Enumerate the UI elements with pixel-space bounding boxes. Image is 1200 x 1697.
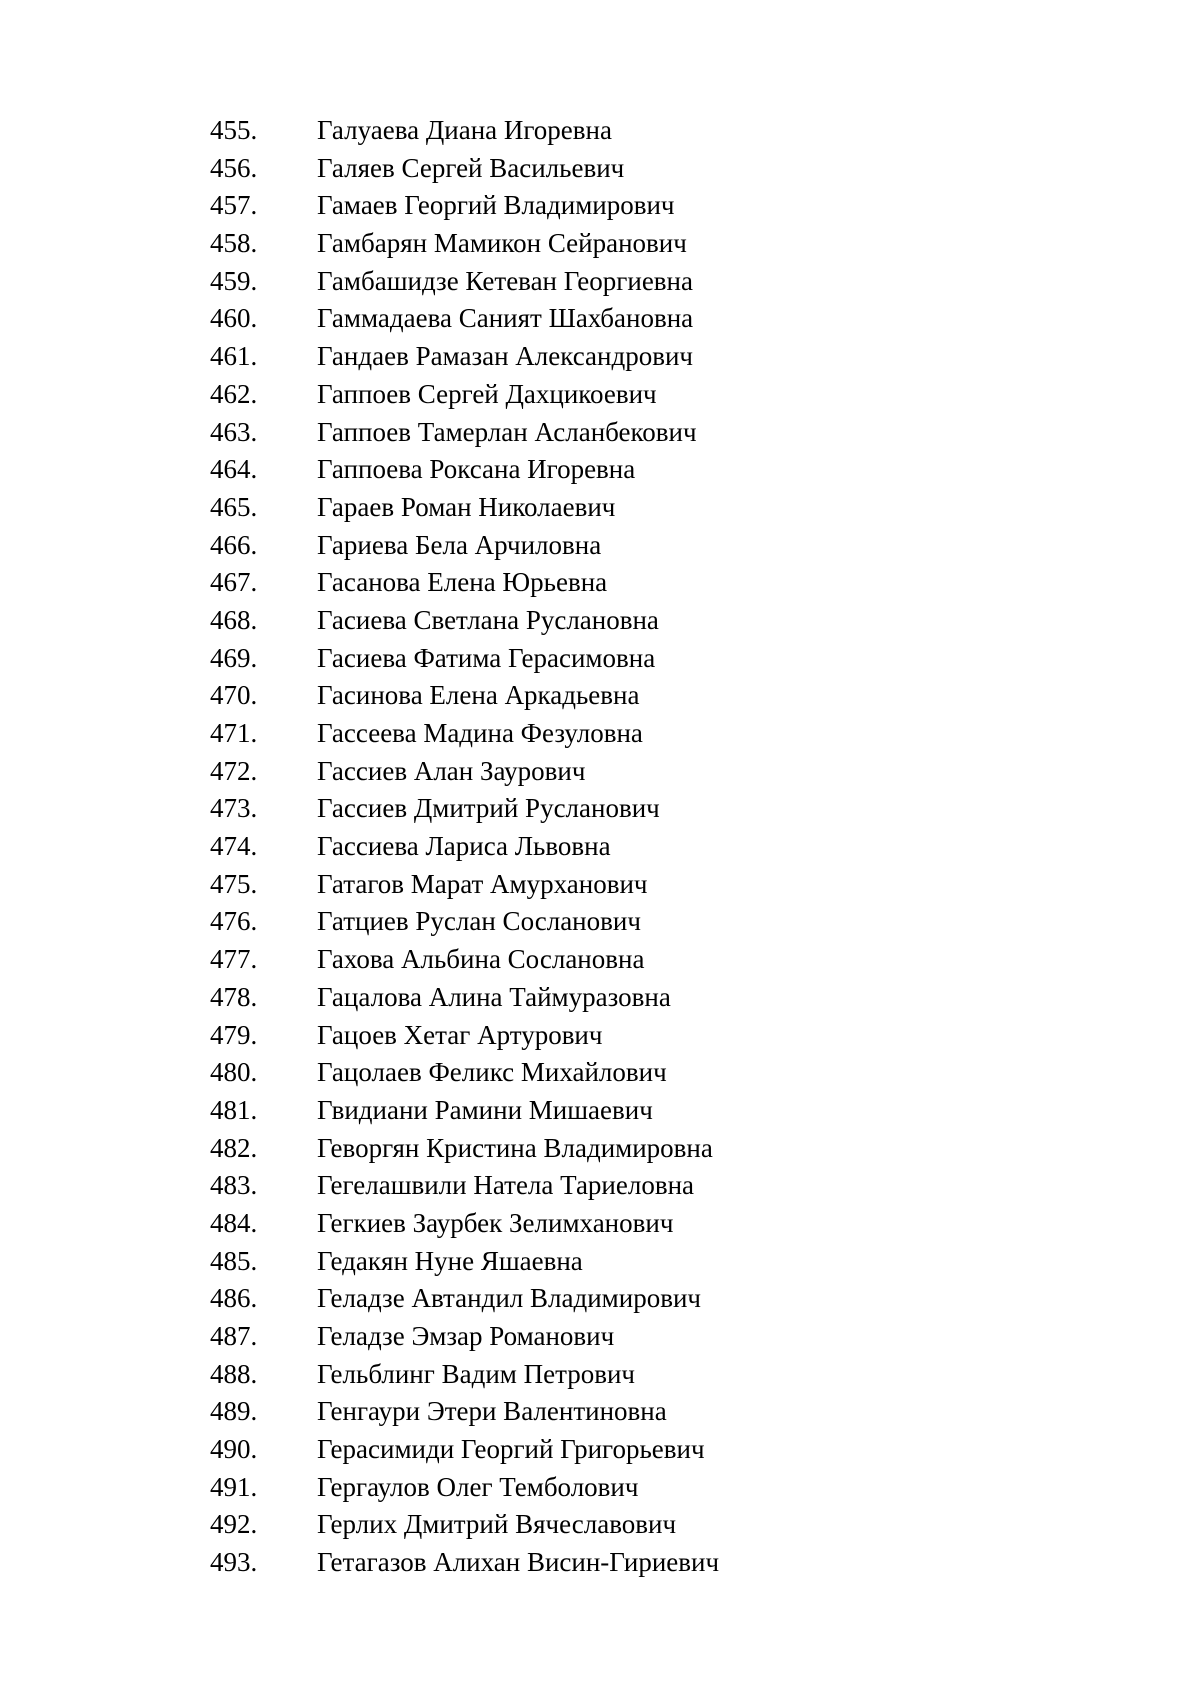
entry-number: 461. [210, 341, 258, 372]
entry-name: Гацалова Алина Таймуразовна [317, 981, 671, 1012]
entry-number: 466. [210, 529, 258, 560]
list-item [0, 828, 1200, 866]
entry-name: Геладзе Эмзар Романович [317, 1321, 615, 1351]
list-item [0, 225, 1200, 263]
entry-number: 488. [210, 1358, 258, 1389]
entry-number: 456. [210, 152, 258, 183]
list-item [0, 489, 1200, 527]
entry-number: 490. [210, 1434, 258, 1465]
entry-number: 455. [210, 115, 258, 145]
entry-number: 476. [210, 906, 258, 937]
entry-name: Герлих Дмитрий Вячеславович [317, 1509, 677, 1540]
entry-name: Гегелашвили Натела Тариеловна [317, 1170, 695, 1201]
entry-name: Гергаулов Олег Темболович [317, 1471, 639, 1502]
entry-number: 469. [210, 642, 258, 673]
list-item [0, 150, 1200, 188]
entry-name: Гаммадаева Саният Шахбановна [317, 303, 694, 334]
entry-name: Гатагов Марат Амурханович [317, 868, 648, 899]
list-item [0, 1544, 1200, 1582]
entry-name: Гасанова Елена Юрьевна [317, 567, 608, 598]
entry-number: 462. [210, 378, 258, 409]
entry-name: Гасиева Фатима Герасимовна [317, 642, 656, 673]
list-item [0, 640, 1200, 678]
list-item [0, 1280, 1200, 1318]
list-item [0, 941, 1200, 979]
list-item [0, 376, 1200, 414]
list-item [0, 1167, 1200, 1205]
entry-number: 457. [210, 190, 258, 221]
entry-name: Гассиева Лариса Львовна [317, 831, 611, 862]
entry-name: Гамаев Георгий Владимирович [317, 190, 675, 221]
list-item [0, 564, 1200, 602]
list-item [0, 414, 1200, 452]
list-item [0, 300, 1200, 338]
list-item [0, 753, 1200, 791]
entry-number: 489. [210, 1396, 258, 1427]
entry-name: Геворгян Кристина Владимировна [317, 1132, 713, 1163]
entry-number: 483. [210, 1170, 258, 1201]
entry-number: 480. [210, 1057, 258, 1088]
list-item [0, 338, 1200, 376]
entry-number: 491. [210, 1471, 258, 1502]
list-item [0, 790, 1200, 828]
entry-name: Гаппоев Тамерлан Асланбекович [317, 416, 697, 447]
list-item [0, 1092, 1200, 1130]
entry-number: 486. [210, 1283, 258, 1314]
list-item [0, 1243, 1200, 1281]
entry-name: Гатциев Руслан Сосланович [317, 906, 641, 937]
entry-number: 467. [210, 567, 258, 598]
entry-number: 478. [210, 981, 258, 1012]
entry-name: Гассиев Алан Заурович [317, 755, 586, 786]
entry-number: 485. [210, 1245, 258, 1276]
entry-name: Гасинова Елена Аркадьевна [317, 680, 640, 711]
entry-number: 473. [210, 793, 258, 824]
entry-number: 472. [210, 755, 258, 786]
entry-number: 484. [210, 1207, 258, 1238]
list-item [0, 451, 1200, 489]
entry-number: 465. [210, 491, 258, 522]
entry-number: 463. [210, 416, 258, 447]
entry-number: 481. [210, 1094, 258, 1125]
entry-number: 477. [210, 944, 258, 975]
entry-name: Гетагазов Алихан Висин-Гириевич [317, 1547, 720, 1578]
entry-number: 471. [210, 718, 258, 748]
entry-number: 474. [210, 831, 258, 862]
list-item [0, 263, 1200, 301]
entry-number: 482. [210, 1132, 258, 1163]
entry-number: 460. [210, 303, 258, 334]
list-item [0, 1205, 1200, 1243]
entry-number: 468. [210, 604, 258, 635]
entry-name: Гегкиев Заурбек Зелимханович [317, 1207, 674, 1238]
entry-name: Гацолаев Феликс Михайлович [317, 1057, 667, 1088]
name-list [0, 112, 1200, 1582]
entry-name: Герасимиди Георгий Григорьевич [317, 1434, 705, 1465]
entry-name: Гаппоев Сергей Дахцикоевич [317, 378, 657, 409]
entry-name: Геладзе Автандил Владимирович [317, 1283, 701, 1314]
list-item [0, 1431, 1200, 1469]
entry-name: Гамбашидзе Кетеван Георгиевна [317, 265, 693, 296]
entry-name: Гахова Альбина Сослановна [317, 944, 645, 975]
entry-number: 492. [210, 1509, 258, 1540]
list-item [0, 1356, 1200, 1394]
entry-number: 470. [210, 680, 258, 711]
entry-name: Гамбарян Мамикон Сейранович [317, 228, 687, 259]
list-item [0, 1469, 1200, 1507]
list-item [0, 866, 1200, 904]
entry-number: 493. [210, 1547, 258, 1578]
entry-name: Гассиев Дмитрий Русланович [317, 793, 660, 824]
list-item [0, 677, 1200, 715]
entry-number: 458. [210, 228, 258, 259]
entry-number: 479. [210, 1019, 258, 1050]
entry-name: Галяев Сергей Васильевич [317, 152, 625, 183]
entry-name: Гандаев Рамазан Александрович [317, 341, 693, 372]
entry-name: Гариева Бела Арчиловна [317, 529, 602, 560]
entry-name: Генгаури Этери Валентиновна [317, 1396, 667, 1427]
list-item [0, 979, 1200, 1017]
list-item [0, 112, 1200, 150]
entry-name: Гацоев Хетаг Артурович [317, 1019, 603, 1050]
entry-name: Гедакян Нуне Яшаевна [317, 1245, 583, 1276]
entry-name: Гассеева Мадина Фезуловна [317, 718, 643, 748]
entry-name: Гельблинг Вадим Петрович [317, 1358, 635, 1389]
list-item [0, 1506, 1200, 1544]
entry-name: Гвидиани Рамини Мишаевич [317, 1094, 653, 1125]
list-item [0, 903, 1200, 941]
list-item [0, 527, 1200, 565]
list-item [0, 1393, 1200, 1431]
entry-number: 464. [210, 454, 258, 485]
list-item [0, 602, 1200, 640]
list-item [0, 187, 1200, 225]
list-item [0, 1054, 1200, 1092]
entry-name: Галуаева Диана Игоревна [317, 115, 612, 145]
list-item [0, 1318, 1200, 1356]
list-item [0, 1130, 1200, 1168]
entry-number: 475. [210, 868, 258, 899]
entry-name: Гараев Роман Николаевич [317, 491, 616, 522]
list-item [0, 1017, 1200, 1055]
list-item [0, 715, 1200, 753]
entry-name: Гаппоева Роксана Игоревна [317, 454, 636, 485]
entry-number: 459. [210, 265, 258, 296]
entry-name: Гасиева Светлана Руслановна [317, 604, 659, 635]
entry-number: 487. [210, 1321, 258, 1351]
